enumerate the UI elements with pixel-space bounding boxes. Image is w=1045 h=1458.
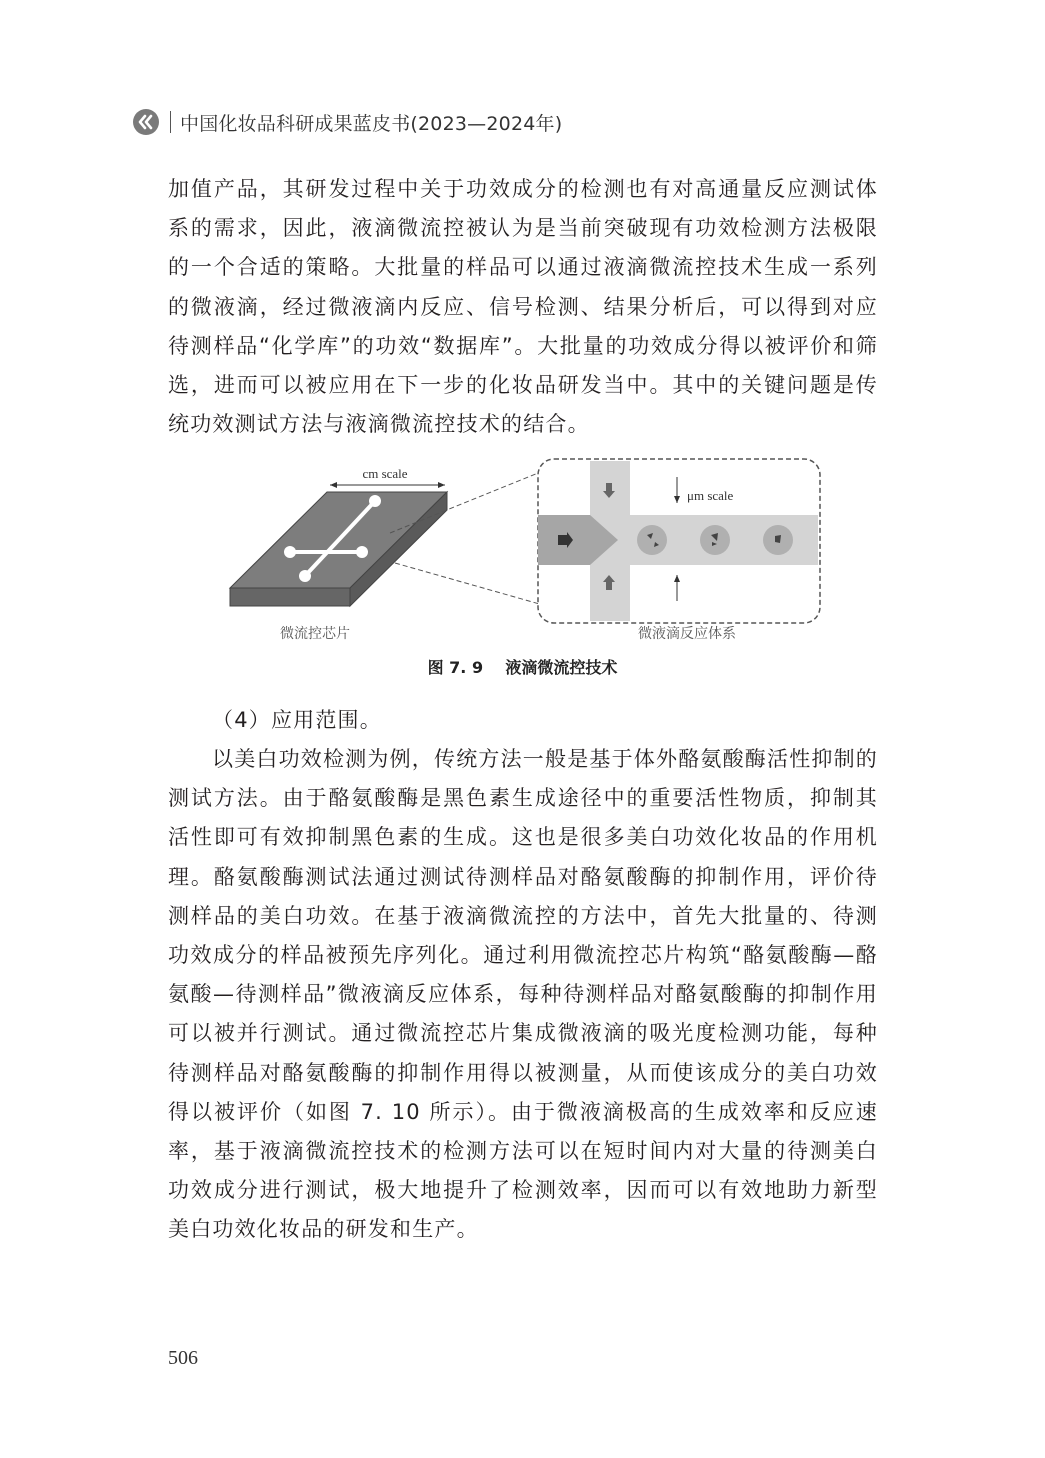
- cm-scale-label: cm scale: [362, 466, 408, 481]
- droplet-3: [763, 525, 793, 555]
- droplet-2: [700, 525, 730, 555]
- droplet-reaction-inset: [538, 459, 820, 623]
- microfluidic-chip-illustration: [230, 492, 447, 606]
- droplet-microfluidics-figure: [225, 455, 825, 650]
- um-scale-label: μm scale: [687, 488, 734, 503]
- double-chevron-left-icon: [133, 109, 159, 135]
- header-divider: [170, 111, 171, 133]
- book-title: 中国化妆品科研成果蓝皮书(2023—2024年): [180, 112, 563, 135]
- subheading-application-scope: （4）应用范围。: [212, 708, 382, 732]
- paragraph-2: 以美白功效检测为例，传统方法一般是基于体外酪氨酸酶活性抑制的测试方法。由于酪氨酸酶是黑色素生成途径中的重要活性物质，抑制其活性即可有效抑制黑色素的生成。这也是很多美白功效化妆品的作用机理。酪氨酸酶测试法通过测试待测样品对酪氨酸酶的抑制作用，评价待测样品的美白功效。在基于液滴微流控的方法中，首先大批量的、待测功效成分的样品被预先序列化。通过利用微流控芯片构筑“酪氨酸酶—酪氨酸—待测样品”微液滴反应体系，每种待测样品对酪氨酸酶的抑制作用可以被并行测试。通过微流控芯片集成微液滴的吸光度检测功能，每种待测样品对酪氨酸酶的抑制作用得以被测量，从而使该成分的美白功效得以被评价（如图 7. 10 所示）。由于微液滴极高的生成效率和反应速率，基于液滴微流控技术的检测方法可以在短时间内对大量的待测美白功效成分进行测试，极大地提升了检测效率，因而可以有效地助力新型美白功效化妆品的研发和生产。: [168, 747, 878, 1242]
- running-header: [133, 106, 562, 138]
- chip-label: 微流控芯片: [280, 626, 350, 642]
- figure-number: 图 7. 9: [427, 658, 484, 677]
- cm-scale-indicator: [330, 482, 445, 488]
- paragraph-1: 加值产品，其研发过程中关于功效成分的检测也有对高通量反应测试体系的需求，因此，液滴微流控被认为是当前突破现有功效检测方法极限的一个合适的策略。大批量的样品可以通过液滴微流控技术生成一系列的微液滴，经过微液滴内反应、信号检测、结果分析后，可以得到对应待测样品“化学库”的功效“数据库”。大批量的功效成分得以被评价和筛选，进而可以被应用在下一步的化妆品研发当中。其中的关键问题是传统功效测试方法与液滴微流控技术的结合。: [168, 177, 878, 437]
- figure-caption: [0, 655, 1045, 678]
- figure-title: 液滴微流控技术: [505, 658, 618, 677]
- droplet-1: [637, 525, 667, 555]
- zoom-line-bottom: [395, 563, 543, 605]
- page-number: 506: [168, 1347, 198, 1369]
- reaction-system-label: 微液滴反应体系: [638, 626, 736, 642]
